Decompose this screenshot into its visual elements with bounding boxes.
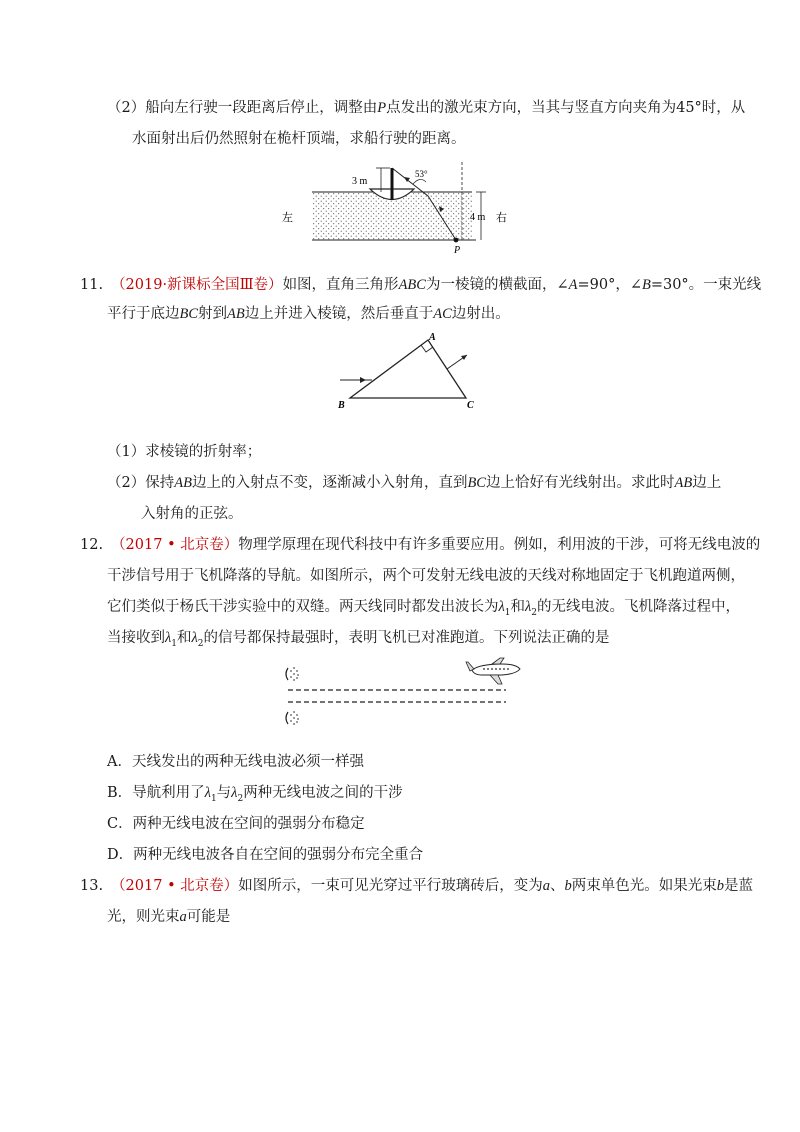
q12-line2: 干涉信号用于飞机降落的导航。如图所示，两个可发射无线电波的天线对称地固定于飞机跑道两侧， xyxy=(107,568,745,584)
label-P: P xyxy=(454,245,461,256)
q12-option-b: B．导航利用了$\lambda_1$与$\lambda_2$两种无线电波之间的干涉 xyxy=(107,785,403,804)
antenna-top-icon xyxy=(286,667,299,681)
q11-part2-line1: （2）保持AB边上的入射点不变，逐渐减小入射角，直到BC边上恰好有光线射出。求此时AB边上 xyxy=(107,475,722,491)
label-angle: 53° xyxy=(415,169,428,179)
q12-option-c: C．两种无线电波在空间的强弱分布稳定 xyxy=(107,816,365,832)
label-left: 左 xyxy=(282,212,293,224)
prism-figure xyxy=(330,328,490,412)
q11-part1: （1）求棱镜的折射率； xyxy=(107,444,262,460)
q11-line2: 平行于底边BC射到AB边上并进入棱镜，然后垂直于AC边射出。 xyxy=(107,306,510,322)
vertex-A: A xyxy=(429,332,436,343)
boat-laser-figure xyxy=(280,160,520,256)
q13-line2: 光，则光束a可能是 xyxy=(107,909,231,925)
q11-line1: 11. （2019·新课标全国Ⅲ卷）如图，直角三角形ABC为一棱镜的横截面，∠A=90°，∠B=30°。一束光线 xyxy=(80,277,762,293)
q12-line1: 12. （2017 • 北京卷）物理学原理在现代科技中有许多重要应用。例如，利用波的干涉，可将无线电波的 xyxy=(80,537,761,553)
q10-part2-line2: 水面射出后仍然照射在桅杆顶端，求船行驶的距离。 xyxy=(132,131,466,147)
label-4m: 4 m xyxy=(470,212,486,223)
q11-part2-line2: 入射角的正弦。 xyxy=(141,506,243,522)
antenna-bottom-icon xyxy=(286,711,299,725)
label-right: 右 xyxy=(496,212,507,224)
airplane-icon xyxy=(466,658,520,684)
runway-figure xyxy=(280,654,530,726)
q10-part2-line1: （2）船向左行驶一段距离后停止，调整由P点发出的激光束方向，当其与竖直方向夹角为45°时，从 xyxy=(107,100,746,116)
vertex-B: B xyxy=(338,400,345,411)
q12-line4: 当接收到$\lambda_1$和$\lambda_2$的信号都保持最强时，表明飞机已对准跑道。下列说法正确的是 xyxy=(107,630,610,649)
q12-option-a: A．天线发出的两种无线电波必须一样强 xyxy=(107,754,364,770)
vertex-C: C xyxy=(467,400,474,411)
q12-option-d: D．两种无线电波各自在空间的强弱分布完全重合 xyxy=(107,847,424,863)
q13-line1: 13. （2017 • 北京卷）如图所示，一束可见光穿过平行玻璃砖后，变为a、b两束单色光。如果光束b是蓝 xyxy=(80,878,753,894)
q12-line3: 它们类似于杨氏干涉实验中的双缝。两天线同时都发出波长为$\lambda_1$和$\lambda_2$的无线电波。飞机降落过程中， xyxy=(107,599,741,618)
label-3m: 3 m xyxy=(352,176,368,187)
